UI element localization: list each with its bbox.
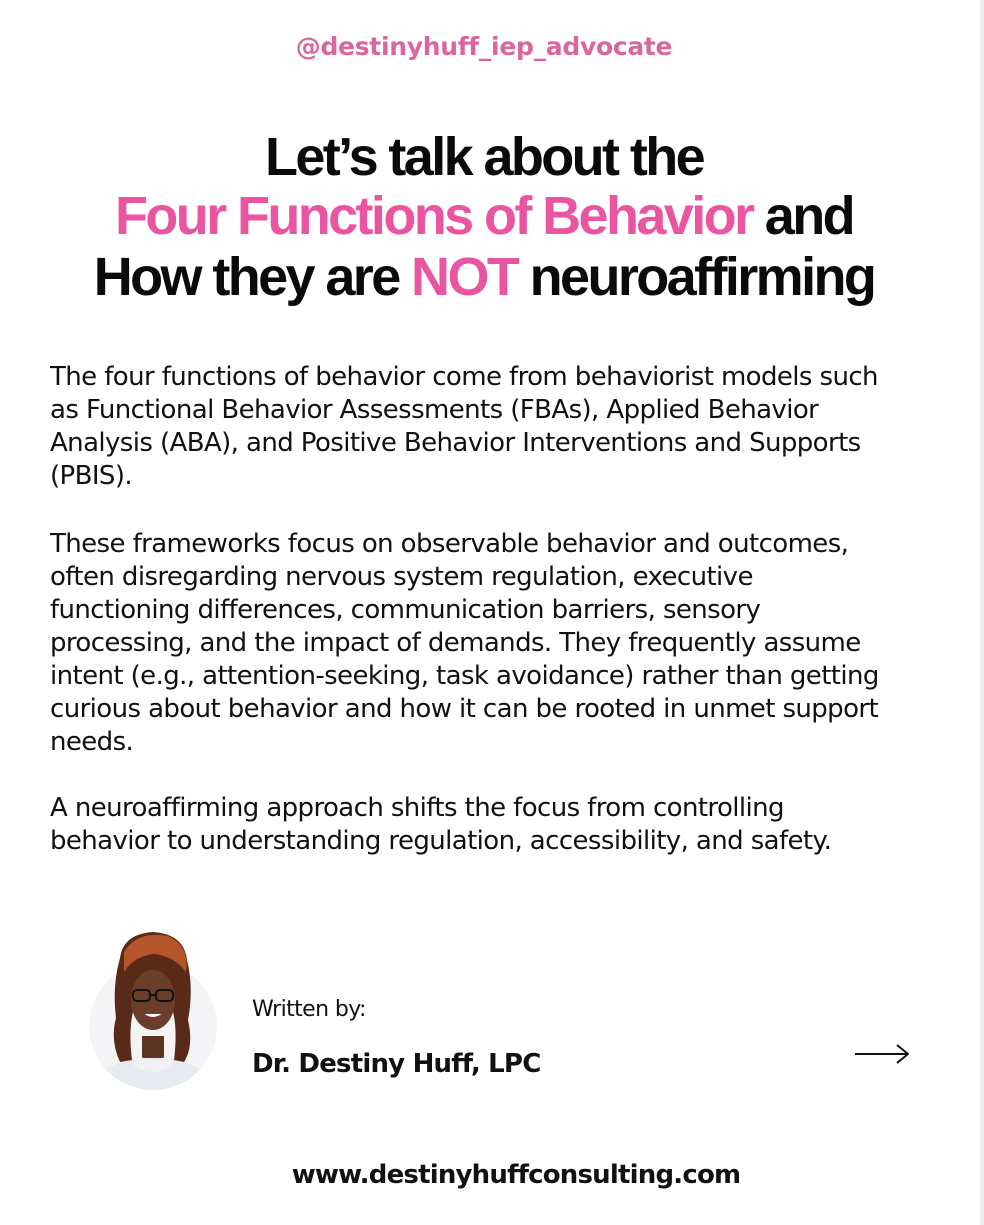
paragraph-line: curious about behavior and how it can be rooted in unmet support	[50, 694, 879, 724]
headline-line-2	[0, 186, 968, 246]
paragraph-frameworks	[50, 528, 950, 759]
paragraph-line: A neuroaffirming approach shifts the focus from controlling	[50, 793, 784, 823]
social-handle: @destinyhuff_iep_advocate	[295, 32, 673, 61]
paragraph-line: The four functions of behavior come from behaviorist models such	[50, 362, 878, 392]
paragraph-origins	[50, 361, 950, 493]
paragraph-line: These frameworks focus on observable behavior and outcomes,	[50, 529, 849, 559]
paragraph-line: as Functional Behavior Assessments (FBAs), Applied Behavior	[50, 395, 819, 425]
headline-line-1-text: Let’s talk about the	[264, 127, 704, 187]
author-photo	[88, 928, 218, 1098]
paragraph-line: often disregarding nervous system regulation, executive	[50, 562, 753, 592]
paragraph-line: needs.	[50, 727, 134, 757]
paragraph-line: functioning differences, communication barriers, sensory	[50, 595, 761, 625]
paragraph-line: (PBIS).	[50, 461, 133, 491]
paragraph-neuroaffirming	[50, 792, 950, 858]
headline-highlight-not: NOT	[411, 247, 518, 307]
written-by-label: Written by:	[252, 997, 366, 1022]
headline-highlight-functions: Four Functions of Behavior	[114, 186, 753, 246]
arrow-right-icon[interactable]	[852, 1040, 912, 1068]
headline-line-3	[0, 247, 968, 307]
headline-line-2-rest: and	[752, 186, 853, 246]
headline-line-3-start: How they are	[93, 247, 412, 307]
paragraph-line: Analysis (ABA), and Positive Behavior Interventions and Supports	[50, 428, 861, 458]
paragraph-line: processing, and the impact of demands. They frequently assume	[50, 628, 861, 658]
headline-line-1	[0, 127, 968, 187]
page-edge	[980, 0, 984, 1225]
paragraph-line: behavior to understanding regulation, accessibility, and safety.	[50, 826, 832, 856]
author-name: Dr. Destiny Huff, LPC	[252, 1049, 541, 1079]
headline-line-3-end: neuroaffirming	[517, 247, 875, 307]
paragraph-line: intent (e.g., attention-seeking, task avoidance) rather than getting	[50, 661, 879, 691]
website-link[interactable]: www.destinyhuffconsulting.com	[291, 1160, 741, 1190]
